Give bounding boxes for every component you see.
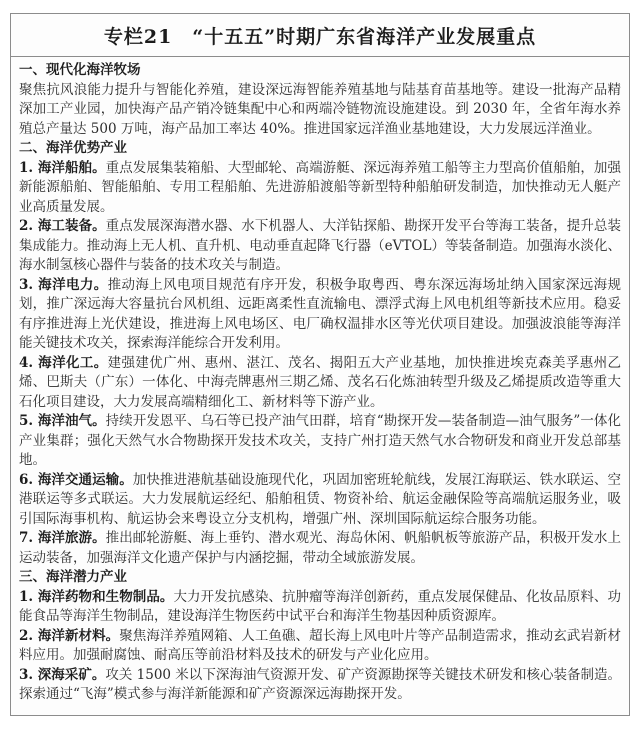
paragraph-text: 加快推进港航基础设施现代化，巩固加密班轮航线，发展江海联运、铁水联运、空港联运等多式联运。大力发展航运经纪、船舶租赁、物资补给、航运金融保险等高端航运服务业，吸引国际海事机构、航运协会来粤设立分支机构，增强广州、深圳国际航运综合服务功能。 bbox=[19, 471, 621, 527]
section-3-item-3 bbox=[19, 666, 621, 705]
section-1-paragraph bbox=[19, 81, 621, 140]
paragraph-lead: 1. 海洋药物和生物制品。 bbox=[19, 588, 174, 605]
panel-title: 专栏21 “十五五”时期广东省海洋产业发展重点 bbox=[103, 25, 537, 48]
paragraph-text: 大力开发抗感染、抗肿瘤等海洋创新药，重点发展保健品、化妆品原料、功能食品等海洋生物制品，建设海洋生物医药中试平台和海洋生物基因种质资源库。 bbox=[19, 588, 621, 624]
section-2-heading: 二、海洋优势产业 bbox=[19, 140, 127, 156]
section-2-item-6 bbox=[19, 471, 621, 530]
section-1-heading: 一、现代化海洋牧场 bbox=[19, 62, 141, 78]
section-3-heading: 三、海洋潜力产业 bbox=[19, 569, 127, 585]
panel-title-bar bbox=[11, 14, 629, 57]
paragraph-text: 推动海上风电项目规范有序开发，积极争取粤西、粤东深远海场址纳入国家深远海规划，推广深远海大容量抗台风机组、远距离柔性直流输电、漂浮式海上风电机组等新技术应用。稳妥有序推进海上光伏建设，推进海上风电场区、电厂确权温排水区等光伏项目建设。加强波浪能等海洋能关键技术攻关，探索海洋能综合开发利用。 bbox=[19, 276, 621, 351]
paragraph-text: 重点发展深海潜水器、水下机器人、大洋钻探船、勘探开发平台等海工装备，提升总装集成能力。推动海上无人机、直升机、电动垂直起降飞行器（eVTOL）等装备制造。加强海水淡化、海水制氢核心器件与装备的技术攻关与制造。 bbox=[19, 218, 621, 273]
section-3-item-1 bbox=[19, 588, 621, 627]
paragraph-lead: 6. 海洋交通运输。 bbox=[19, 471, 133, 488]
section-2-item-4 bbox=[19, 354, 621, 413]
paragraph-lead: 3. 深海采矿。 bbox=[19, 666, 106, 683]
paragraph-text: 推出邮轮游艇、海上垂钓、潜水观光、海岛休闲、帆船帆板等旅游产品，积极开发水上运动装备，加强海洋文化遗产保护与内涵挖掘，带动全域旅游发展。 bbox=[19, 530, 621, 566]
paragraph-lead: 7. 海洋旅游。 bbox=[19, 530, 106, 546]
section-2-item-2 bbox=[19, 217, 621, 276]
paragraph-lead: 5. 海洋油气。 bbox=[19, 413, 106, 429]
paragraph-text: 攻关 1500 米以下深海油气资源开发、矿产资源勘探等关键技术研发和核心装备制造。探索通过“飞海”模式参与海洋新能源和矿产资源深远海勘探开发。 bbox=[19, 666, 621, 702]
paragraph-lead: 4. 海洋化工。 bbox=[19, 354, 108, 371]
paragraph-text: 持续开发恩平、乌石等已投产油气田群，培育“勘探开发—装备制造—油气服务”一体化产业集群；强化天然气水合物勘探开发技术攻关，支持广州打造天然气水合物研发和商业开发总部基地。 bbox=[19, 413, 621, 468]
paragraph-lead: 2. 海洋新材料。 bbox=[19, 627, 120, 644]
paragraph-lead: 3. 海洋电力。 bbox=[19, 276, 108, 293]
section-2-item-7 bbox=[19, 529, 621, 568]
panel-body bbox=[11, 57, 629, 705]
column-panel bbox=[10, 13, 630, 716]
paragraph-text: 建强建优广州、惠州、湛江、茂名、揭阳五大产业基地，加快推进埃克森美孚惠州乙烯、巴斯夫（广东）一体化、中海壳牌惠州三期乙烯、茂名石化炼油转型升级及乙烯提质改造等重大石化项目建设，大力发展高端精细化工、新材料等下游产业。 bbox=[19, 354, 621, 410]
paragraph-text: 聚焦海洋养殖网箱、人工鱼礁、超长海上风电叶片等产品制造需求，推动玄武岩新材料应用。加强耐腐蚀、耐高压等前沿材料及技术的研发与产业化应用。 bbox=[19, 627, 621, 663]
paragraph-lead: 1. 海洋船舶。 bbox=[19, 159, 106, 176]
section-2-item-5 bbox=[19, 412, 621, 471]
section-2-item-1 bbox=[19, 159, 621, 218]
section-2-item-3 bbox=[19, 276, 621, 354]
paragraph-text: 重点发展集装箱船、大型邮轮、高端游艇、深远海养殖工船等主力型高价值船舶，加强新能源船舶、智能船舶、专用工程船舶、先进游船渡船等新型特种船舶研发制造，加快推动无人艇产业高质量发展。 bbox=[19, 159, 621, 215]
section-3-item-2 bbox=[19, 627, 621, 666]
paragraph-lead: 2. 海工装备。 bbox=[19, 218, 106, 234]
paragraph-text: 聚焦抗风浪能力提升与智能化养殖，建设深远海智能养殖基地与陆基育苗基地等。建设一批海产品精深加工产业园，加快海产品产销冷链集配中心和两端冷链物流设施建设。到 2030 年，全省年海水养殖总产量达 500 万吨，海产品加工率达 40%。推进国家远洋渔业基地建设，大力发展远洋渔业。 bbox=[19, 81, 621, 137]
